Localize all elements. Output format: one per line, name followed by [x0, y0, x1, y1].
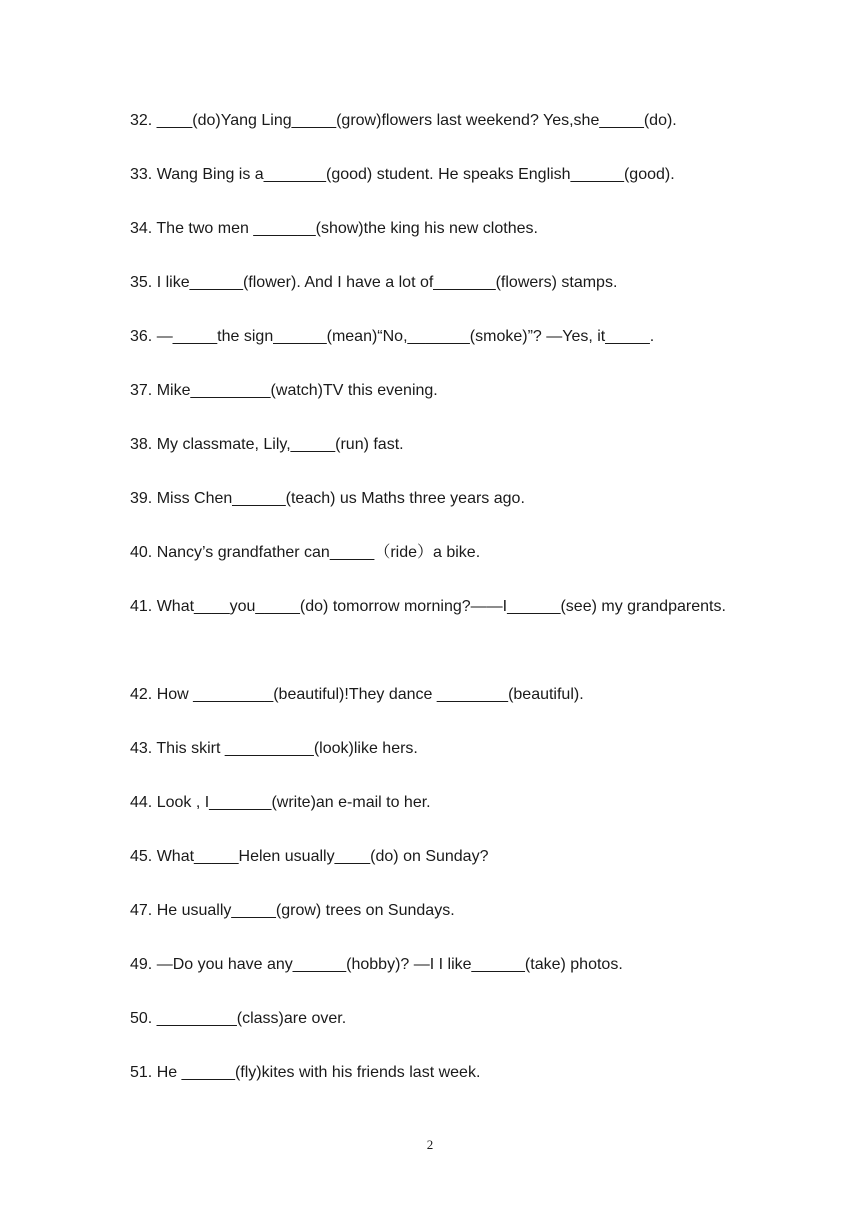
question-49: 49. —Do you have any______(hobby)? —I I like______(take) photos.: [130, 956, 623, 973]
question-38: 38. My classmate, Lily,_____(run) fast.: [130, 436, 404, 453]
question-35: 35. I like______(flower). And I have a lot of_______(flowers) stamps.: [130, 274, 618, 291]
question-47: 47. He usually_____(grow) trees on Sundays.: [130, 902, 455, 919]
question-44: 44. Look , I_______(write)an e-mail to her.: [130, 794, 431, 811]
question-42: 42. How _________(beautiful)!They dance ________(beautiful).: [130, 686, 584, 703]
question-32: 32. ____(do)Yang Ling_____(grow)flowers last weekend? Yes,she_____(do).: [130, 112, 677, 129]
question-50: 50. _________(class)are over.: [130, 1010, 347, 1027]
question-39: 39. Miss Chen______(teach) us Maths three years ago.: [130, 490, 525, 507]
question-45: 45. What_____Helen usually____(do) on Sunday?: [130, 848, 489, 865]
question-36: 36. —_____the sign______(mean)“No,_______(smoke)”? —Yes, it_____.: [130, 328, 655, 345]
question-51: 51. He ______(fly)kites with his friends last week.: [130, 1064, 481, 1081]
question-34: 34. The two men _______(show)the king his new clothes.: [130, 220, 538, 237]
question-41: 41. What____you_____(do) tomorrow morning?——I______(see) my grandparents.: [130, 598, 726, 615]
question-33: 33. Wang Bing is a_______(good) student. He speaks English______(good).: [130, 166, 675, 183]
page-number: 2: [426, 1137, 434, 1152]
question-43: 43. This skirt __________(look)like hers.: [130, 740, 418, 757]
question-37: 37. Mike_________(watch)TV this evening.: [130, 382, 438, 399]
question-40: 40. Nancy’s grandfather can_____（ride）a bike.: [130, 544, 481, 561]
